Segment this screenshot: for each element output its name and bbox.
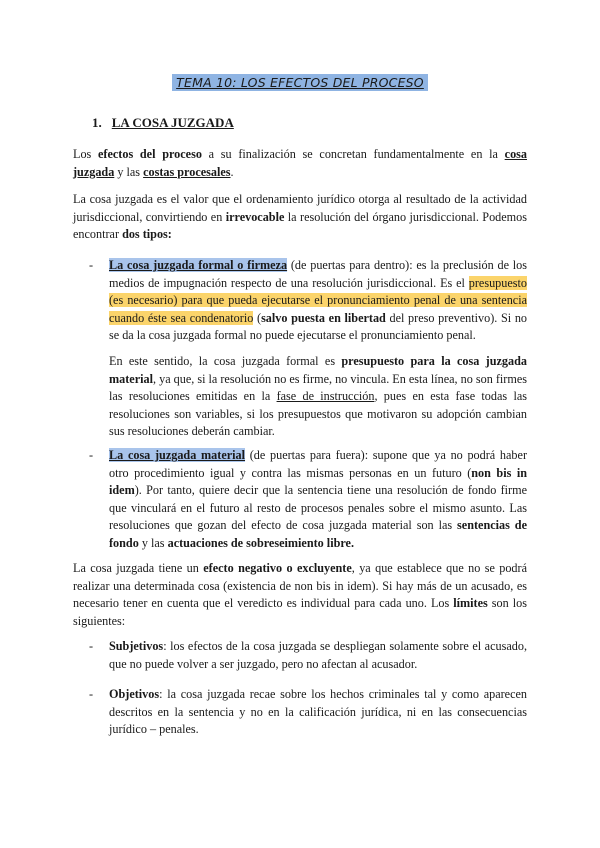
list-item-subjetivos: - Subjetivos: los efectos de la cosa juzgada se despliegan solamente sobre el acusado, que no puede volver a ser juzgado, pero no afectan al acusador. xyxy=(89,639,527,671)
list-item-objetivos: - Objetivos: la cosa juzgada recae sobre los hechos criminales tal y como aparecen descritos en la sentencia y no en la calificación jurídica, ni en las consecuencias jurídico – penales. xyxy=(89,687,527,737)
section-number: 1. xyxy=(92,115,102,130)
list-item-cosa-juzgada-formal: - La cosa juzgada formal o firmeza (de puertas para dentro): es la preclusión de los medios de impugnación respecto de una resolución jurisdiccional. Es el presupuesto (es necesario) para que pueda ejecutarse el pronunciamiento penal de una sentencia cuando éste sea condenatorio (salvo puesta en libertad del preso preventivo). Si no se da la cosa juzgada formal no puede ejecutarse el pronunciamiento penal. xyxy=(89,258,528,343)
paragraph-presupuesto: En este sentido, la cosa juzgada formal es presupuesto para la cosa juzgada material, ya que, si la resolución no es firme, no vincula. En esta línea, no son firmes las resoluciones emitidas en la fase de instrucción, pues en esta fase todas las resoluciones son variables, si los presupuestos que motivaron su adopción cambian sus resoluciones deberán cambiar. xyxy=(109,354,527,439)
paragraph-efectos: Los efectos del proceso a su finalización se concretan fundamentalmente en la cosa juzgada y las costas procesales. xyxy=(73,147,527,179)
paragraph-definicion: La cosa juzgada es el valor que el ordenamiento jurídico otorga al resultado de la actividad jurisdiccional, convirtiendo en irrevocable la resolución del órgano jurisdiccional. Podemos encontrar dos tipos: xyxy=(73,192,527,242)
section-heading xyxy=(92,115,234,131)
document-title: TEMA 10: LOS EFECTOS DEL PROCESO xyxy=(172,74,428,91)
section-title: LA COSA JUZGADA xyxy=(111,115,234,130)
list-item-cosa-juzgada-material: - La cosa juzgada material (de puertas para fuera): supone que ya no podrá haber otro procedimiento igual y contra las mismas personas en un futuro (non bis in idem). Por tanto, quiere decir que la sentencia tiene una resolución de fondo firme que vinculará en el futuro al resto de procesos penales sobre el mismo asunto. Las resoluciones que gozan del efecto de cosa juzgada material son las sentencias de fondo y las actuaciones de sobreseimiento libre. xyxy=(89,448,527,550)
paragraph-efecto-negativo: La cosa juzgada tiene un efecto negativo o excluyente, ya que establece que no se podrá realizar una determinada cosa (existencia de non bis in idem). Si hay más de un acusado, es necesario tener en cuenta que el veredicto es individual para cada uno. Los límites son los siguientes: xyxy=(73,561,527,628)
